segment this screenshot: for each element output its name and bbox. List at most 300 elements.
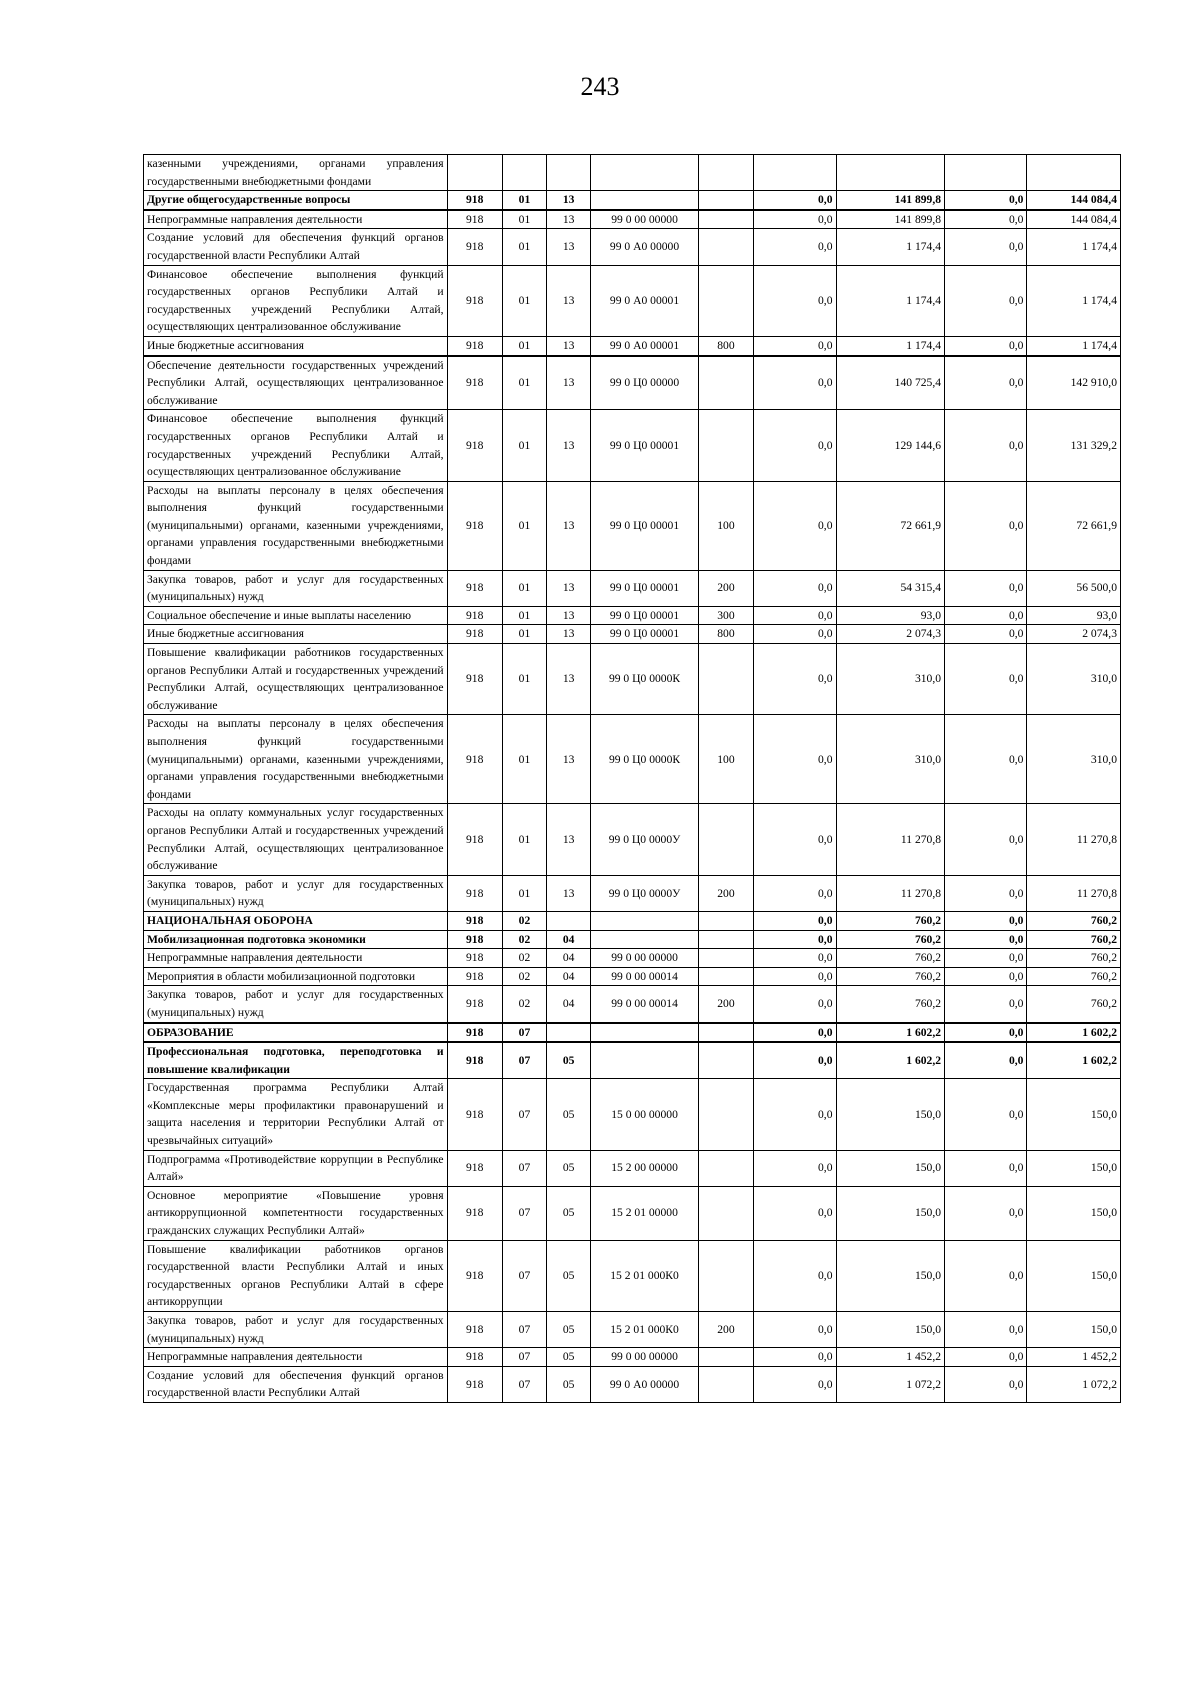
section-code-cell: 01 bbox=[502, 265, 546, 336]
table-row bbox=[144, 1312, 1121, 1348]
table-row bbox=[144, 1150, 1121, 1186]
amount-cell: 0,0 bbox=[945, 1150, 1027, 1186]
amount-cell: 150,0 bbox=[836, 1312, 945, 1348]
ministry-code-cell: 918 bbox=[447, 570, 502, 606]
amount-cell: 310,0 bbox=[1027, 644, 1121, 715]
amount-cell: 131 329,2 bbox=[1027, 410, 1121, 481]
ministry-code-cell: 918 bbox=[447, 644, 502, 715]
amount-cell: 760,2 bbox=[836, 911, 945, 930]
amount-cell: 1 174,4 bbox=[1027, 265, 1121, 336]
row-name-cell: Обеспечение деятельности государственных учреждений Республики Алтай, осуществляющих централизованное обслуживание bbox=[144, 356, 448, 410]
amount-cell bbox=[754, 155, 836, 191]
subsection-code-cell: 13 bbox=[547, 875, 591, 911]
budget-table bbox=[143, 154, 1121, 1403]
target-article-cell bbox=[591, 155, 699, 191]
ministry-code-cell: 918 bbox=[447, 1150, 502, 1186]
section-code-cell: 07 bbox=[502, 1348, 546, 1367]
amount-cell: 0,0 bbox=[945, 930, 1027, 949]
amount-cell: 0,0 bbox=[754, 1366, 836, 1402]
subsection-code-cell: 13 bbox=[547, 336, 591, 355]
row-name-cell: Социальное обеспечение и иные выплаты населению bbox=[144, 606, 448, 625]
ministry-code-cell: 918 bbox=[447, 625, 502, 644]
amount-cell: 1 452,2 bbox=[836, 1348, 945, 1367]
section-code-cell: 07 bbox=[502, 1312, 546, 1348]
expense-type-cell bbox=[698, 1240, 753, 1311]
amount-cell: 760,2 bbox=[1027, 967, 1121, 986]
expense-type-cell bbox=[698, 644, 753, 715]
amount-cell: 0,0 bbox=[945, 644, 1027, 715]
row-name-cell: Закупка товаров, работ и услуг для государственных (муниципальных) нужд bbox=[144, 986, 448, 1023]
section-code-cell: 01 bbox=[502, 356, 546, 410]
table-row bbox=[144, 1079, 1121, 1150]
amount-cell: 0,0 bbox=[945, 1042, 1027, 1079]
row-name-cell: Другие общегосударственные вопросы bbox=[144, 191, 448, 210]
table-row bbox=[144, 1042, 1121, 1079]
subsection-code-cell: 13 bbox=[547, 191, 591, 210]
row-name-cell: Мобилизационная подготовка экономики bbox=[144, 930, 448, 949]
amount-cell: 0,0 bbox=[754, 410, 836, 481]
target-article-cell: 15 0 00 00000 bbox=[591, 1079, 699, 1150]
amount-cell: 0,0 bbox=[754, 606, 836, 625]
row-name-cell: Повышение квалификации работников государственных органов Республики Алтай и государственных учреждений Республики Алтай, осуществляющих централизованное обслуживание bbox=[144, 644, 448, 715]
ministry-code-cell: 918 bbox=[447, 606, 502, 625]
target-article-cell: 15 2 01 00000 bbox=[591, 1186, 699, 1240]
section-code-cell: 02 bbox=[502, 949, 546, 968]
ministry-code-cell: 918 bbox=[447, 875, 502, 911]
amount-cell: 0,0 bbox=[754, 644, 836, 715]
section-code-cell: 02 bbox=[502, 986, 546, 1023]
subsection-code-cell bbox=[547, 1023, 591, 1043]
amount-cell: 0,0 bbox=[754, 356, 836, 410]
amount-cell: 0,0 bbox=[945, 265, 1027, 336]
amount-cell: 150,0 bbox=[1027, 1240, 1121, 1311]
amount-cell: 1 602,2 bbox=[1027, 1042, 1121, 1079]
target-article-cell: 15 2 01 000К0 bbox=[591, 1240, 699, 1311]
target-article-cell bbox=[591, 1042, 699, 1079]
subsection-code-cell: 13 bbox=[547, 265, 591, 336]
section-code-cell: 02 bbox=[502, 967, 546, 986]
amount-cell: 11 270,8 bbox=[1027, 804, 1121, 875]
row-name-cell: Основное мероприятие «Повышение уровня антикоррупционной компетентности государственных гражданских служащих Республики Алтай» bbox=[144, 1186, 448, 1240]
amount-cell: 0,0 bbox=[945, 570, 1027, 606]
amount-cell: 129 144,6 bbox=[836, 410, 945, 481]
expense-type-cell: 200 bbox=[698, 986, 753, 1023]
page-number: 243 bbox=[580, 72, 620, 101]
target-article-cell: 99 0 00 00014 bbox=[591, 986, 699, 1023]
table-row bbox=[144, 875, 1121, 911]
section-code-cell: 01 bbox=[502, 625, 546, 644]
section-code-cell: 07 bbox=[502, 1079, 546, 1150]
amount-cell: 150,0 bbox=[836, 1186, 945, 1240]
amount-cell: 54 315,4 bbox=[836, 570, 945, 606]
ministry-code-cell: 918 bbox=[447, 911, 502, 930]
row-name-cell: Финансовое обеспечение выполнения функций государственных органов Республики Алтай и государственных учреждений Республики Алтай, осуществляющих централизованное обслуживание bbox=[144, 265, 448, 336]
amount-cell: 93,0 bbox=[1027, 606, 1121, 625]
table-row bbox=[144, 986, 1121, 1023]
table-body bbox=[144, 155, 1121, 1403]
amount-cell: 0,0 bbox=[754, 191, 836, 210]
amount-cell: 150,0 bbox=[836, 1079, 945, 1150]
expense-type-cell bbox=[698, 1348, 753, 1367]
table-row bbox=[144, 1186, 1121, 1240]
section-code-cell: 01 bbox=[502, 804, 546, 875]
target-article-cell: 99 0 А0 00001 bbox=[591, 336, 699, 355]
subsection-code-cell: 04 bbox=[547, 930, 591, 949]
target-article-cell: 99 0 Ц0 00000 bbox=[591, 356, 699, 410]
subsection-code-cell: 04 bbox=[547, 986, 591, 1023]
amount-cell: 0,0 bbox=[754, 930, 836, 949]
expense-type-cell bbox=[698, 967, 753, 986]
ministry-code-cell: 918 bbox=[447, 949, 502, 968]
ministry-code-cell: 918 bbox=[447, 1186, 502, 1240]
section-code-cell: 07 bbox=[502, 1042, 546, 1079]
table-row bbox=[144, 155, 1121, 191]
target-article-cell: 99 0 Ц0 00001 bbox=[591, 410, 699, 481]
row-name-cell: Иные бюджетные ассигнования bbox=[144, 336, 448, 355]
expense-type-cell bbox=[698, 229, 753, 265]
expense-type-cell bbox=[698, 1366, 753, 1402]
row-name-cell: Иные бюджетные ассигнования bbox=[144, 625, 448, 644]
amount-cell: 1 072,2 bbox=[836, 1366, 945, 1402]
table-row bbox=[144, 1023, 1121, 1043]
expense-type-cell bbox=[698, 930, 753, 949]
amount-cell: 0,0 bbox=[754, 570, 836, 606]
row-name-cell: Профессиональная подготовка, переподготовка и повышение квалификации bbox=[144, 1042, 448, 1079]
expense-type-cell: 800 bbox=[698, 336, 753, 355]
amount-cell: 0,0 bbox=[945, 1079, 1027, 1150]
ministry-code-cell: 918 bbox=[447, 265, 502, 336]
target-article-cell: 99 0 А0 00000 bbox=[591, 229, 699, 265]
amount-cell: 0,0 bbox=[754, 804, 836, 875]
table-row bbox=[144, 1240, 1121, 1311]
expense-type-cell bbox=[698, 1186, 753, 1240]
row-name-cell: Непрограммные направления деятельности bbox=[144, 210, 448, 229]
subsection-code-cell: 13 bbox=[547, 644, 591, 715]
amount-cell bbox=[945, 155, 1027, 191]
amount-cell: 0,0 bbox=[945, 410, 1027, 481]
amount-cell: 310,0 bbox=[1027, 715, 1121, 804]
amount-cell: 310,0 bbox=[836, 644, 945, 715]
amount-cell: 0,0 bbox=[754, 1348, 836, 1367]
amount-cell: 0,0 bbox=[945, 715, 1027, 804]
expense-type-cell bbox=[698, 1150, 753, 1186]
section-code-cell: 07 bbox=[502, 1240, 546, 1311]
table-row bbox=[144, 606, 1121, 625]
amount-cell: 1 174,4 bbox=[1027, 336, 1121, 355]
amount-cell: 0,0 bbox=[945, 1312, 1027, 1348]
row-name-cell: Создание условий для обеспечения функций органов государственной власти Республики Алтай bbox=[144, 229, 448, 265]
row-name-cell: Закупка товаров, работ и услуг для государственных (муниципальных) нужд bbox=[144, 570, 448, 606]
amount-cell: 0,0 bbox=[754, 265, 836, 336]
amount-cell: 1 452,2 bbox=[1027, 1348, 1121, 1367]
amount-cell: 760,2 bbox=[1027, 986, 1121, 1023]
row-name-cell: казенными учреждениями, органами управления государственными внебюджетными фондами bbox=[144, 155, 448, 191]
table-row bbox=[144, 967, 1121, 986]
table-row bbox=[144, 336, 1121, 355]
subsection-code-cell: 13 bbox=[547, 606, 591, 625]
expense-type-cell bbox=[698, 1023, 753, 1043]
amount-cell: 0,0 bbox=[754, 625, 836, 644]
target-article-cell: 99 0 Ц0 0000К bbox=[591, 715, 699, 804]
amount-cell: 310,0 bbox=[836, 715, 945, 804]
amount-cell: 11 270,8 bbox=[836, 804, 945, 875]
amount-cell: 141 899,8 bbox=[836, 210, 945, 229]
amount-cell: 0,0 bbox=[754, 229, 836, 265]
table-row bbox=[144, 410, 1121, 481]
amount-cell: 0,0 bbox=[945, 356, 1027, 410]
table-row bbox=[144, 644, 1121, 715]
section-code-cell: 01 bbox=[502, 210, 546, 229]
amount-cell: 0,0 bbox=[754, 210, 836, 229]
expense-type-cell bbox=[698, 410, 753, 481]
expense-type-cell bbox=[698, 804, 753, 875]
amount-cell: 760,2 bbox=[1027, 930, 1121, 949]
amount-cell: 760,2 bbox=[836, 930, 945, 949]
amount-cell: 0,0 bbox=[945, 481, 1027, 570]
amount-cell: 0,0 bbox=[754, 1079, 836, 1150]
section-code-cell: 01 bbox=[502, 229, 546, 265]
ministry-code-cell: 918 bbox=[447, 210, 502, 229]
table-row bbox=[144, 949, 1121, 968]
ministry-code-cell: 918 bbox=[447, 1240, 502, 1311]
table-row bbox=[144, 570, 1121, 606]
target-article-cell bbox=[591, 930, 699, 949]
amount-cell: 0,0 bbox=[945, 606, 1027, 625]
ministry-code-cell: 918 bbox=[447, 1079, 502, 1150]
ministry-code-cell bbox=[447, 155, 502, 191]
expense-type-cell bbox=[698, 356, 753, 410]
target-article-cell: 99 0 00 00014 bbox=[591, 967, 699, 986]
section-code-cell: 01 bbox=[502, 191, 546, 210]
ministry-code-cell: 918 bbox=[447, 715, 502, 804]
section-code-cell: 07 bbox=[502, 1023, 546, 1043]
section-code-cell: 01 bbox=[502, 606, 546, 625]
ministry-code-cell: 918 bbox=[447, 804, 502, 875]
section-code-cell: 02 bbox=[502, 930, 546, 949]
subsection-code-cell: 05 bbox=[547, 1042, 591, 1079]
ministry-code-cell: 918 bbox=[447, 481, 502, 570]
expense-type-cell: 100 bbox=[698, 715, 753, 804]
amount-cell: 0,0 bbox=[754, 1150, 836, 1186]
amount-cell: 0,0 bbox=[754, 967, 836, 986]
amount-cell: 0,0 bbox=[945, 1366, 1027, 1402]
amount-cell: 11 270,8 bbox=[1027, 875, 1121, 911]
table-row bbox=[144, 265, 1121, 336]
amount-cell: 93,0 bbox=[836, 606, 945, 625]
target-article-cell bbox=[591, 1023, 699, 1043]
row-name-cell: Закупка товаров, работ и услуг для государственных (муниципальных) нужд bbox=[144, 875, 448, 911]
amount-cell: 0,0 bbox=[945, 1240, 1027, 1311]
expense-type-cell bbox=[698, 949, 753, 968]
expense-type-cell bbox=[698, 911, 753, 930]
amount-cell: 0,0 bbox=[754, 1240, 836, 1311]
amount-cell: 0,0 bbox=[754, 986, 836, 1023]
ministry-code-cell: 918 bbox=[447, 967, 502, 986]
target-article-cell: 99 0 Ц0 0000К bbox=[591, 644, 699, 715]
amount-cell: 141 899,8 bbox=[836, 191, 945, 210]
amount-cell: 150,0 bbox=[1027, 1150, 1121, 1186]
amount-cell: 1 602,2 bbox=[836, 1042, 945, 1079]
amount-cell: 0,0 bbox=[945, 804, 1027, 875]
subsection-code-cell: 13 bbox=[547, 625, 591, 644]
table-row bbox=[144, 911, 1121, 930]
target-article-cell: 99 0 00 00000 bbox=[591, 210, 699, 229]
amount-cell: 0,0 bbox=[945, 336, 1027, 355]
subsection-code-cell: 04 bbox=[547, 949, 591, 968]
amount-cell: 1 602,2 bbox=[836, 1023, 945, 1043]
subsection-code-cell: 05 bbox=[547, 1079, 591, 1150]
amount-cell: 0,0 bbox=[945, 1023, 1027, 1043]
row-name-cell: Мероприятия в области мобилизационной подготовки bbox=[144, 967, 448, 986]
row-name-cell: Создание условий для обеспечения функций органов государственной власти Республики Алтай bbox=[144, 1366, 448, 1402]
expense-type-cell: 200 bbox=[698, 1312, 753, 1348]
amount-cell: 0,0 bbox=[945, 1186, 1027, 1240]
target-article-cell bbox=[591, 911, 699, 930]
table-row bbox=[144, 481, 1121, 570]
target-article-cell bbox=[591, 191, 699, 210]
row-name-cell: Государственная программа Республики Алтай «Комплексные меры профилактики правонарушений и защита населения и территории Республики Алтай от чрезвычайных ситуаций» bbox=[144, 1079, 448, 1150]
target-article-cell: 99 0 Ц0 00001 bbox=[591, 570, 699, 606]
amount-cell: 760,2 bbox=[836, 986, 945, 1023]
amount-cell: 150,0 bbox=[1027, 1186, 1121, 1240]
table-row bbox=[144, 625, 1121, 644]
amount-cell: 11 270,8 bbox=[836, 875, 945, 911]
amount-cell: 0,0 bbox=[945, 986, 1027, 1023]
amount-cell: 0,0 bbox=[754, 911, 836, 930]
section-code-cell: 07 bbox=[502, 1150, 546, 1186]
amount-cell: 144 084,4 bbox=[1027, 210, 1121, 229]
amount-cell: 150,0 bbox=[1027, 1312, 1121, 1348]
amount-cell: 1 174,4 bbox=[836, 229, 945, 265]
amount-cell: 0,0 bbox=[754, 1186, 836, 1240]
section-code-cell: 01 bbox=[502, 715, 546, 804]
expense-type-cell bbox=[698, 1079, 753, 1150]
amount-cell: 144 084,4 bbox=[1027, 191, 1121, 210]
subsection-code-cell: 04 bbox=[547, 967, 591, 986]
amount-cell: 0,0 bbox=[945, 949, 1027, 968]
amount-cell: 760,2 bbox=[836, 949, 945, 968]
ministry-code-cell: 918 bbox=[447, 410, 502, 481]
section-code-cell: 01 bbox=[502, 336, 546, 355]
amount-cell: 0,0 bbox=[754, 875, 836, 911]
subsection-code-cell: 13 bbox=[547, 570, 591, 606]
amount-cell: 0,0 bbox=[754, 949, 836, 968]
row-name-cell: Расходы на оплату коммунальных услуг государственных органов Республики Алтай и государственных учреждений Республики Алтай, осуществляющих централизованное обслуживание bbox=[144, 804, 448, 875]
ministry-code-cell: 918 bbox=[447, 1312, 502, 1348]
section-code-cell: 07 bbox=[502, 1186, 546, 1240]
amount-cell: 2 074,3 bbox=[1027, 625, 1121, 644]
row-name-cell: Расходы на выплаты персоналу в целях обеспечения выполнения функций государственными (муниципальными) органами, казенными учреждениями, органами управления государственными внебюджетными фондами bbox=[144, 481, 448, 570]
section-code-cell: 01 bbox=[502, 570, 546, 606]
amount-cell: 0,0 bbox=[754, 715, 836, 804]
expense-type-cell: 100 bbox=[698, 481, 753, 570]
amount-cell: 142 910,0 bbox=[1027, 356, 1121, 410]
target-article-cell: 15 2 00 00000 bbox=[591, 1150, 699, 1186]
target-article-cell: 99 0 Ц0 00001 bbox=[591, 481, 699, 570]
table-row bbox=[144, 356, 1121, 410]
row-name-cell: Непрограммные направления деятельности bbox=[144, 1348, 448, 1367]
amount-cell: 150,0 bbox=[836, 1240, 945, 1311]
amount-cell: 0,0 bbox=[945, 210, 1027, 229]
ministry-code-cell: 918 bbox=[447, 336, 502, 355]
subsection-code-cell: 05 bbox=[547, 1240, 591, 1311]
expense-type-cell bbox=[698, 1042, 753, 1079]
subsection-code-cell: 13 bbox=[547, 481, 591, 570]
ministry-code-cell: 918 bbox=[447, 191, 502, 210]
expense-type-cell: 200 bbox=[698, 570, 753, 606]
expense-type-cell bbox=[698, 155, 753, 191]
table-row bbox=[144, 1366, 1121, 1402]
subsection-code-cell bbox=[547, 155, 591, 191]
expense-type-cell: 300 bbox=[698, 606, 753, 625]
amount-cell: 56 500,0 bbox=[1027, 570, 1121, 606]
subsection-code-cell: 13 bbox=[547, 356, 591, 410]
row-name-cell: Непрограммные направления деятельности bbox=[144, 949, 448, 968]
expense-type-cell bbox=[698, 191, 753, 210]
table-row bbox=[144, 1348, 1121, 1367]
section-code-cell: 01 bbox=[502, 481, 546, 570]
amount-cell: 0,0 bbox=[945, 1348, 1027, 1367]
amount-cell: 0,0 bbox=[945, 875, 1027, 911]
subsection-code-cell: 05 bbox=[547, 1150, 591, 1186]
amount-cell: 0,0 bbox=[754, 1023, 836, 1043]
ministry-code-cell: 918 bbox=[447, 930, 502, 949]
amount-cell: 1 072,2 bbox=[1027, 1366, 1121, 1402]
row-name-cell: Повышение квалификации работников органов государственной власти Республики Алтай и иных государственных органов Республики Алтай в сфере антикоррупции bbox=[144, 1240, 448, 1311]
amount-cell: 1 174,4 bbox=[836, 265, 945, 336]
table-row bbox=[144, 804, 1121, 875]
target-article-cell: 99 0 Ц0 0000У bbox=[591, 804, 699, 875]
amount-cell: 140 725,4 bbox=[836, 356, 945, 410]
amount-cell: 0,0 bbox=[945, 191, 1027, 210]
target-article-cell: 99 0 Ц0 0000У bbox=[591, 875, 699, 911]
amount-cell: 0,0 bbox=[945, 967, 1027, 986]
subsection-code-cell: 05 bbox=[547, 1186, 591, 1240]
subsection-code-cell bbox=[547, 911, 591, 930]
expense-type-cell bbox=[698, 265, 753, 336]
subsection-code-cell: 13 bbox=[547, 804, 591, 875]
subsection-code-cell: 05 bbox=[547, 1366, 591, 1402]
amount-cell: 1 602,2 bbox=[1027, 1023, 1121, 1043]
subsection-code-cell: 13 bbox=[547, 410, 591, 481]
target-article-cell: 99 0 00 00000 bbox=[591, 949, 699, 968]
amount-cell: 760,2 bbox=[1027, 911, 1121, 930]
target-article-cell: 99 0 А0 00001 bbox=[591, 265, 699, 336]
row-name-cell: Финансовое обеспечение выполнения функций государственных органов Республики Алтай и государственных учреждений Республики Алтай, осуществляющих централизованное обслуживание bbox=[144, 410, 448, 481]
subsection-code-cell: 13 bbox=[547, 715, 591, 804]
amount-cell: 2 074,3 bbox=[836, 625, 945, 644]
row-name-cell: ОБРАЗОВАНИЕ bbox=[144, 1023, 448, 1043]
amount-cell: 0,0 bbox=[754, 1312, 836, 1348]
expense-type-cell bbox=[698, 210, 753, 229]
ministry-code-cell: 918 bbox=[447, 1366, 502, 1402]
table-row bbox=[144, 229, 1121, 265]
target-article-cell: 15 2 01 000К0 bbox=[591, 1312, 699, 1348]
amount-cell: 1 174,4 bbox=[836, 336, 945, 355]
row-name-cell: Подпрограмма «Противодействие коррупции в Республике Алтай» bbox=[144, 1150, 448, 1186]
amount-cell: 0,0 bbox=[945, 911, 1027, 930]
amount-cell bbox=[1027, 155, 1121, 191]
section-code-cell bbox=[502, 155, 546, 191]
subsection-code-cell: 05 bbox=[547, 1348, 591, 1367]
ministry-code-cell: 918 bbox=[447, 229, 502, 265]
ministry-code-cell: 918 bbox=[447, 1348, 502, 1367]
amount-cell: 72 661,9 bbox=[836, 481, 945, 570]
amount-cell: 0,0 bbox=[754, 336, 836, 355]
row-name-cell: Закупка товаров, работ и услуг для государственных (муниципальных) нужд bbox=[144, 1312, 448, 1348]
amount-cell: 0,0 bbox=[754, 481, 836, 570]
section-code-cell: 01 bbox=[502, 410, 546, 481]
